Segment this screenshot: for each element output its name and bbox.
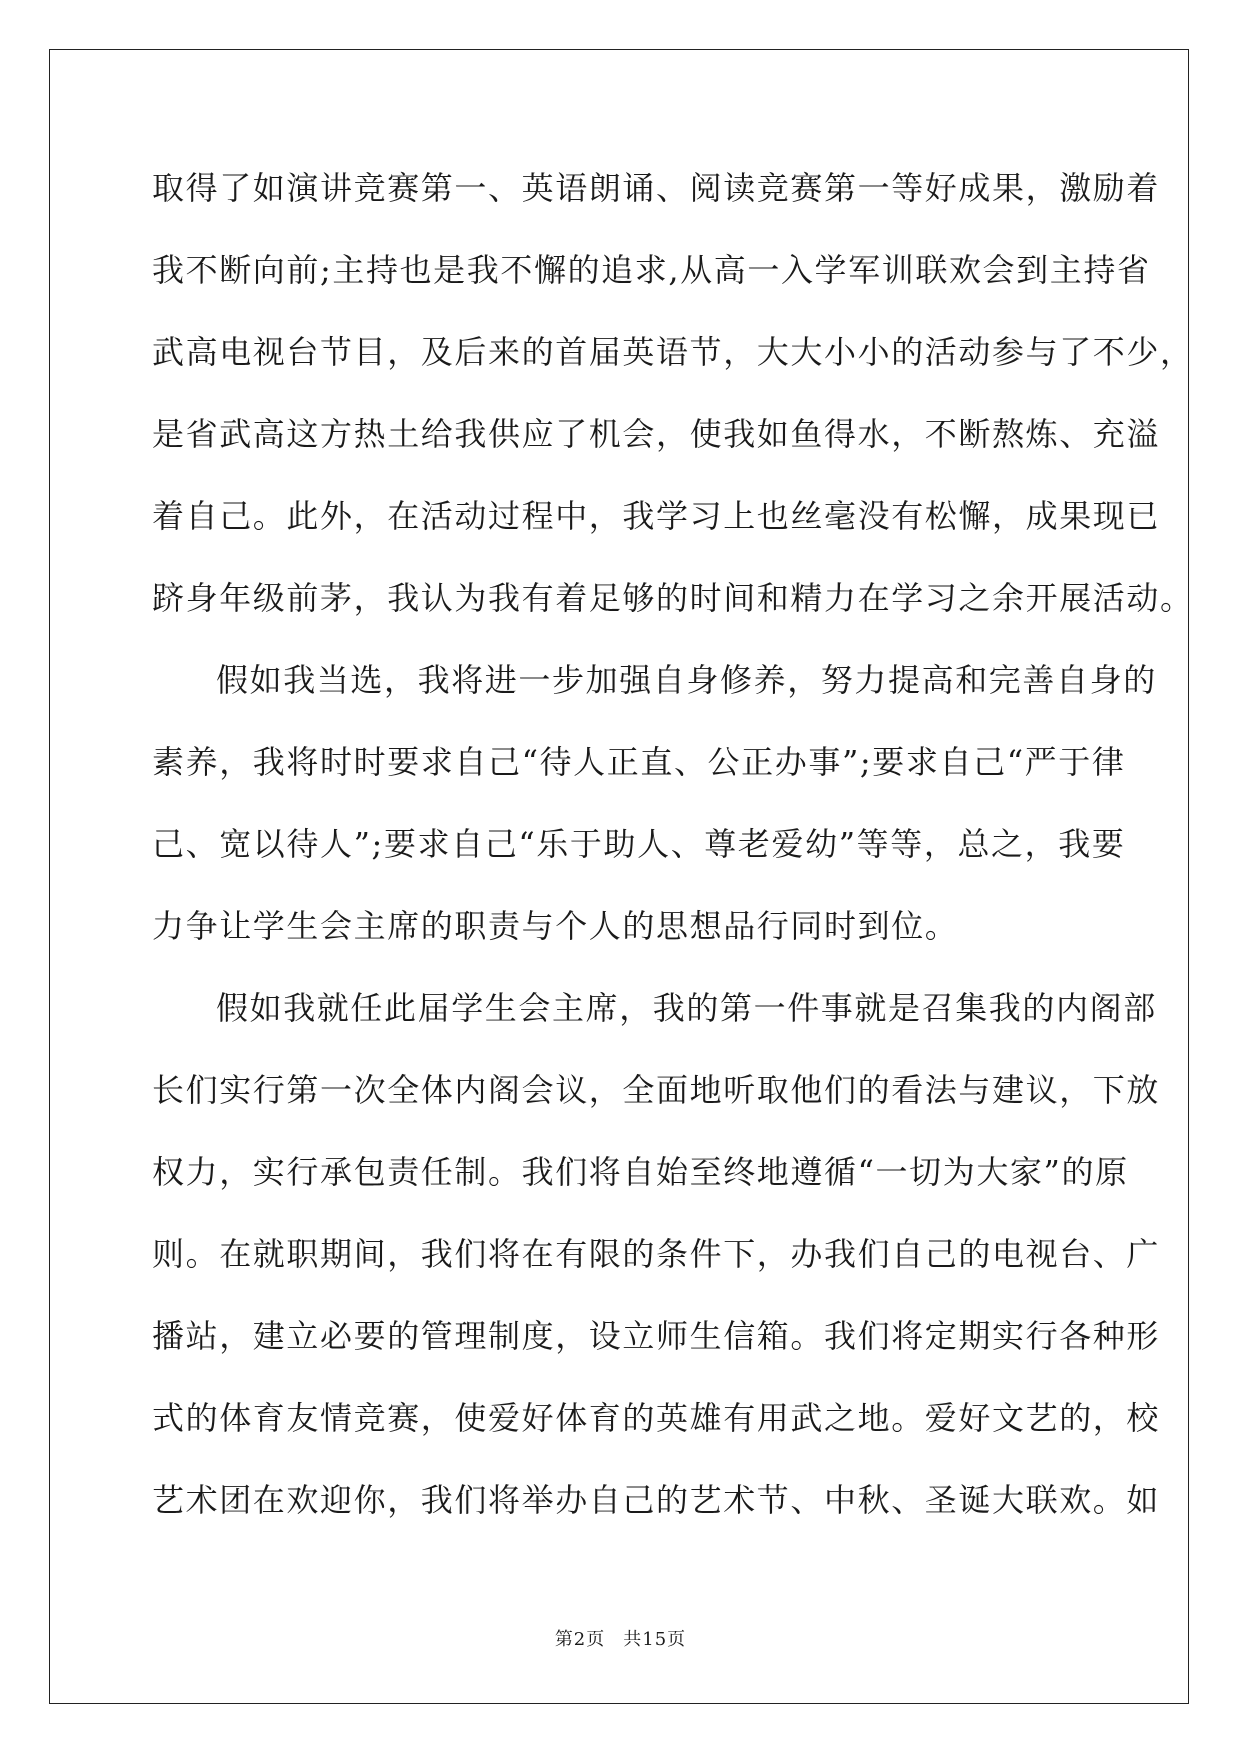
page-number: 第2页 — [554, 1629, 606, 1650]
text-line: 式的体育友情竞赛，使爱好体育的英雄有用武之地。爱好文艺的，校 — [152, 1399, 1161, 1437]
text-line: 着自己。此外，在活动过程中，我学习上也丝毫没有松懈，成果现已 — [152, 497, 1161, 535]
page-footer — [0, 1625, 1241, 1651]
text-line: 艺术团在欢迎你，我们将举办自己的艺术节、中秋、圣诞大联欢。如 — [152, 1481, 1161, 1519]
text-line: 武高电视台节目，及后来的首届英语节，大大小小的活动参与了不少， — [152, 333, 1194, 371]
page-total: 共15页 — [623, 1629, 687, 1650]
text-line: 取得了如演讲竞赛第一、英语朗诵、阅读竞赛第一等好成果，激励着 — [152, 169, 1161, 207]
document-body — [152, 158, 1194, 1552]
text-line: 跻身年级前茅，我认为我有着足够的时间和精力在学习之余开展活动。 — [152, 579, 1194, 617]
text-line: 则。在就职期间，我们将在有限的条件下，办我们自己的电视台、广 — [152, 1235, 1161, 1273]
text-line: 己、宽以待人”;要求自己“乐于助人、尊老爱幼”等等，总之，我要 — [152, 825, 1126, 863]
text-line: 素养，我将时时要求自己“待人正直、公正办事”;要求自己“严于律 — [152, 743, 1126, 781]
text-line: 播站，建立必要的管理制度，设立师生信箱。我们将定期实行各种形 — [152, 1317, 1161, 1355]
text-line: 长们实行第一次全体内阁会议，全面地听取他们的看法与建议，下放 — [152, 1071, 1161, 1109]
text-line: 权力，实行承包责任制。我们将自始至终地遵循“一切为大家”的原 — [152, 1153, 1129, 1191]
text-line: 力争让学生会主席的职责与个人的思想品行同时到位。 — [152, 907, 959, 945]
text-line: 是省武高这方热土给我供应了机会，使我如鱼得水，不断熬炼、充溢 — [152, 415, 1161, 453]
text-line: 我不断向前;主持也是我不懈的追求,从高一入学军训联欢会到主持省 — [152, 251, 1151, 289]
paragraph-first-line: 假如我当选，我将进一步加强自身修养，努力提高和完善自身的 — [216, 661, 1157, 699]
paragraph-first-line: 假如我就任此届学生会主席，我的第一件事就是召集我的内阁部 — [216, 989, 1157, 1027]
